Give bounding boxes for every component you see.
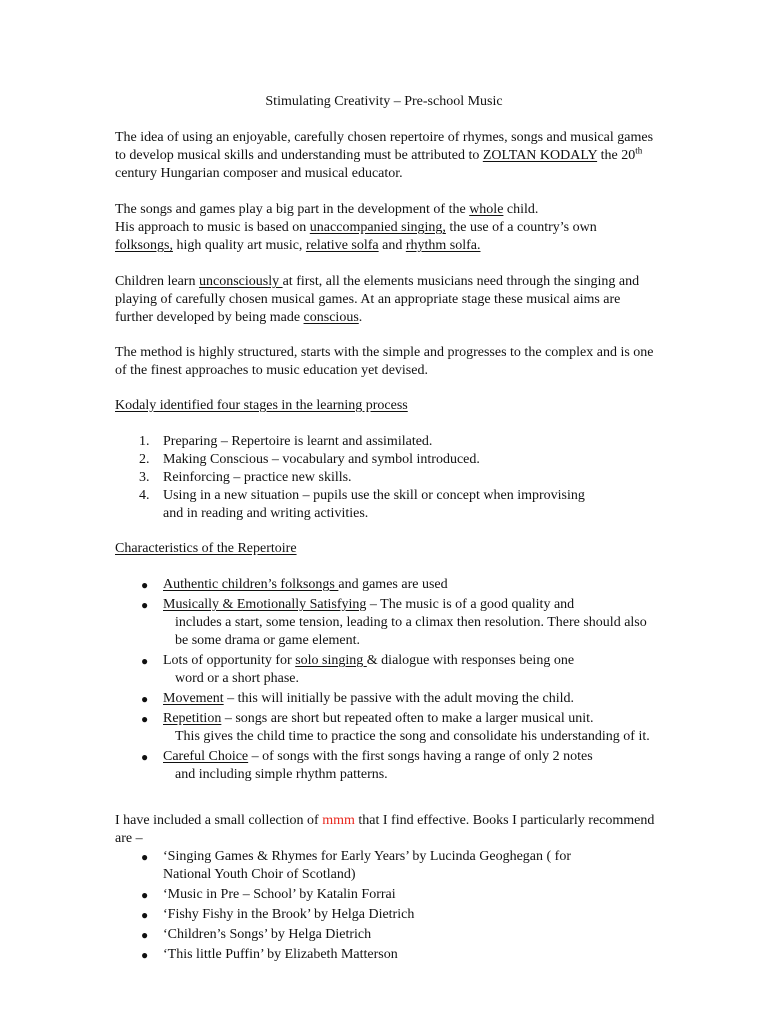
book-item (115, 926, 655, 944)
characteristics-list (115, 576, 655, 784)
approach-text: the use of a country’s own (445, 220, 597, 235)
intro-text-2: the 20 (597, 148, 636, 163)
characteristic-term: Repetition (163, 711, 222, 726)
characteristic-term: Movement (163, 691, 224, 706)
highlighted-placeholder: mmm (322, 813, 355, 828)
intro-text-3: century Hungarian composer and musical educator. (115, 166, 403, 181)
characteristic-term: Careful Choice (163, 749, 249, 764)
stages-list (115, 433, 655, 523)
list-item (115, 710, 655, 746)
superscript-th: th (635, 145, 643, 156)
closing-text: that I find effective. Books I particularly recommend are – (115, 813, 655, 846)
books-list (115, 848, 655, 964)
characteristics-heading: Characteristics of the Repertoire (115, 541, 297, 556)
rhythm-solfa: rhythm solfa. (405, 238, 481, 253)
characteristic-text: – The music is of a good quality and (366, 597, 575, 612)
characteristic-text: & dialogue with responses being one (366, 653, 575, 668)
book-item (115, 848, 655, 884)
stage-text-cont: and in reading and writing activities. (163, 506, 369, 521)
characteristic-text-cont: includes a start, some tension, leading to a climax then resolution. There should also be some drama or game element. (175, 615, 647, 648)
approach-paragraph (115, 201, 655, 255)
folksongs: folksongs, (115, 238, 173, 253)
bullet-icon: ● (141, 750, 149, 764)
approach-text: His approach to music is based on (115, 220, 310, 235)
list-number: 4. (139, 488, 150, 503)
characteristic-term: solo singing (295, 653, 367, 668)
learning-paragraph (115, 273, 655, 327)
intro-text: The idea of using an enjoyable, carefully chosen repertoire of rhymes, songs and musical games to develop musical skills and understanding must be attributed to (115, 130, 654, 163)
method-paragraph: The method is highly structured, starts with the simple and progresses to the complex and is one of the finest approaches to music education yet devised. (115, 345, 654, 378)
book-item (115, 886, 655, 904)
bullet-icon: ● (141, 908, 149, 922)
word-unconsciously: unconsciously (198, 274, 283, 289)
list-item (115, 690, 655, 708)
stage-item (115, 469, 655, 487)
approach-text: The songs and games play a big part in the development of the (115, 202, 470, 217)
relative-solfa: relative solfa (305, 238, 379, 253)
stage-text: Reinforcing – practice new skills. (163, 470, 352, 485)
page-title: Stimulating Creativity – Pre-school Music (265, 94, 503, 109)
learning-text: . (358, 310, 363, 325)
list-number: 2. (139, 452, 150, 467)
characteristic-text-cont: and including simple rhythm patterns. (175, 767, 388, 782)
bullet-icon: ● (141, 928, 149, 942)
characteristic-text: and games are used (338, 577, 448, 592)
bullet-icon: ● (141, 712, 149, 726)
bullet-icon: ● (141, 578, 149, 592)
characteristic-text: – of songs with the first songs having a range of only 2 notes (248, 749, 593, 764)
characteristic-text-cont: This gives the child time to practice the song and consolidate his understanding of it. (175, 729, 650, 744)
book-item (115, 946, 655, 964)
bullet-icon: ● (141, 654, 149, 668)
book-title: ‘Children’s Songs’ by Helga Dietrich (163, 927, 372, 942)
list-item (115, 652, 655, 688)
characteristic-term: Musically & Emotionally Satisfying (163, 597, 367, 612)
book-title-cont: National Youth Choir of Scotland) (163, 867, 356, 882)
stage-text: Making Conscious – vocabulary and symbol introduced. (163, 452, 480, 467)
characteristic-text-cont: word or a short phase. (175, 671, 300, 686)
approach-line-2 (115, 219, 655, 237)
stages-heading: Kodaly identified four stages in the learning process (115, 398, 408, 413)
approach-line-1 (115, 201, 655, 219)
list-item (115, 596, 655, 650)
approach-text: and (378, 238, 406, 253)
book-item (115, 906, 655, 924)
approach-text: child. (503, 202, 539, 217)
list-number: 3. (139, 470, 150, 485)
book-title: ‘This little Puffin’ by Elizabeth Matterson (163, 947, 398, 962)
book-title: ‘Singing Games & Rhymes for Early Years’ by Lucinda Geoghegan ( for (163, 849, 571, 864)
bullet-icon: ● (141, 692, 149, 706)
characteristic-text: – this will initially be passive with the adult moving the child. (223, 691, 575, 706)
characteristic-text: – songs are short but repeated often to make a larger musical unit. (221, 711, 594, 726)
learning-text: at first, all the elements musicians need through the singing and playing of carefully chosen musical games. At an appropriate stage these musical aims are further developed by being made (115, 274, 640, 325)
word-whole: whole (469, 202, 504, 217)
approach-line-3 (115, 237, 655, 255)
book-title: ‘Music in Pre – School’ by Katalin Forrai (163, 887, 396, 902)
list-item (115, 576, 655, 594)
unaccompanied-singing: unaccompanied singing, (309, 220, 446, 235)
characteristic-text: Lots of opportunity for (163, 653, 296, 668)
list-item (115, 748, 655, 784)
intro-paragraph (115, 129, 655, 183)
stage-item (115, 433, 655, 451)
learning-text: Children learn (115, 274, 199, 289)
bullet-icon: ● (141, 888, 149, 902)
bullet-icon: ● (141, 948, 149, 962)
stage-text: Using in a new situation – pupils use the skill or concept when improvising (163, 488, 585, 503)
bullet-icon: ● (141, 598, 149, 612)
stage-text: Preparing – Repertoire is learnt and assimilated. (163, 434, 433, 449)
kodaly-name: ZOLTAN KODALY (482, 148, 598, 163)
stage-item (115, 487, 655, 523)
closing-text: I have included a small collection of (115, 813, 323, 828)
list-number: 1. (139, 434, 150, 449)
word-conscious: conscious (303, 310, 359, 325)
characteristic-term: Authentic children’s folksongs (163, 577, 339, 592)
bullet-icon: ● (141, 850, 149, 864)
book-title: ‘Fishy Fishy in the Brook’ by Helga Dietrich (163, 907, 415, 922)
closing-paragraph (115, 812, 655, 848)
stage-item (115, 451, 655, 469)
approach-text: high quality art music, (172, 238, 306, 253)
